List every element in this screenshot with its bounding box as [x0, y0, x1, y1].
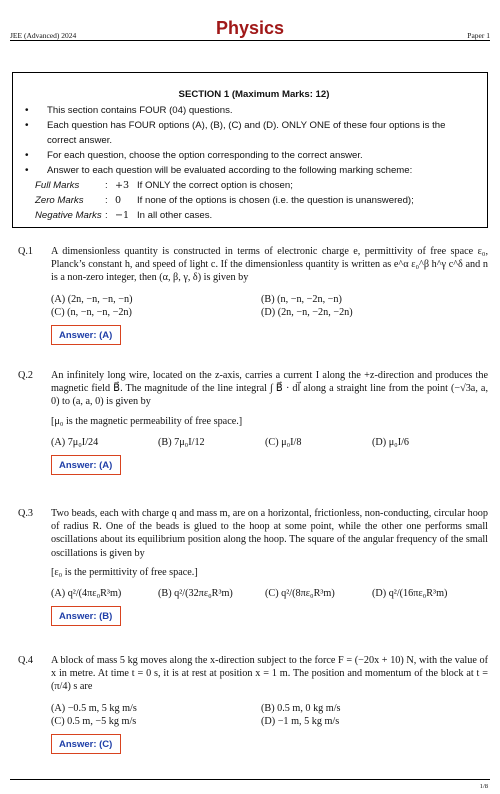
option-b[interactable]: (B) 7μ₀I/12	[158, 436, 205, 448]
option-b[interactable]: (B) (n, −n, −2n, −n)	[261, 293, 342, 305]
options	[51, 436, 488, 449]
answer-badge: Answer: (B)	[51, 606, 121, 626]
option-b[interactable]: (B) q²/(32πε₀R³m)	[158, 588, 233, 600]
marking-desc: In all other cases.	[137, 210, 213, 221]
marking-label: Full Marks	[35, 180, 80, 191]
option-c[interactable]: (C) q²/(8πε₀R³m)	[265, 588, 335, 600]
marking-value: +3	[115, 180, 130, 191]
marking-row: Full Marks : +3 If ONLY the correct option is chosen;	[35, 180, 293, 191]
footer-divider	[10, 779, 490, 780]
question-text: Two beads, each with charge q and mass m, are on a horizontal, frictionless, non-conducting, circular hoop of radius R. One of the beads is glued to the hoop at some point, while the other one performs small oscillations about its equilibrium position along the hoop. The square of the angular frequency of the small oscillations is given by	[51, 508, 488, 559]
page-header	[10, 18, 490, 42]
question-2	[18, 369, 488, 475]
question-1	[18, 245, 488, 345]
option-d[interactable]: (D) (2n, −n, −2n, −2n)	[261, 306, 353, 318]
option-d[interactable]: (D) −1 m, 5 kg m/s	[261, 715, 340, 727]
section-instructions	[12, 72, 488, 228]
option-c[interactable]: (C) μ₀I/8	[265, 436, 302, 448]
instruction-item: • Answer to each question will be evaluated according to the following marking scheme:	[31, 163, 477, 178]
options	[51, 293, 488, 319]
page-number: 1/8	[479, 783, 488, 790]
question-number: Q.1	[18, 246, 33, 257]
question-number: Q.3	[18, 508, 33, 519]
question-text: A dimensionless quantity is constructed in terms of electronic charge e, permittivity of free space ε₀, Planck’s constant h, and speed of light c. If the dimensionless quantity is written as e^α ε₀^β h^γ c^δ and n is a non-zero integer, then (α, β, γ, δ) is given by	[51, 246, 488, 284]
option-a[interactable]: (A) 7μ₀I/24	[51, 436, 99, 448]
question-number: Q.4	[18, 655, 33, 666]
instruction-item: • This section contains FOUR (04) questions.	[31, 103, 477, 118]
instruction-item: • For each question, choose the option corresponding to the correct answer.	[31, 148, 477, 163]
marking-desc: If ONLY the correct option is chosen;	[137, 180, 293, 191]
marking-desc: If none of the options is chosen (i.e. the question is unanswered);	[137, 195, 414, 206]
option-d[interactable]: (D) μ₀I/6	[372, 436, 410, 448]
option-a[interactable]: (A) q²/(4πε₀R³m)	[51, 588, 122, 600]
marking-label: Zero Marks	[35, 195, 84, 206]
answer-badge: Answer: (C)	[51, 734, 121, 754]
marking-label: Negative Marks	[35, 210, 102, 221]
options	[51, 587, 488, 600]
option-c[interactable]: (C) 0.5 m, −5 kg m/s	[51, 715, 137, 727]
marking-value: −1	[115, 210, 130, 221]
marking-value: 0	[115, 195, 122, 206]
marking-row: Zero Marks : 0 If none of the options is chosen (i.e. the question is unanswered);	[35, 195, 414, 206]
marking-row: Negative Marks : −1 In all other cases.	[35, 210, 213, 221]
question-number: Q.2	[18, 370, 33, 381]
answer-badge: Answer: (A)	[51, 455, 121, 475]
question-text: A block of mass 5 kg moves along the x-direction subject to the force F = (−20x + 10) N, with the value of x in metre. At time t = 0 s, it is at rest at position x = 1 m. The position and momentum of the block at t = (π/4) s are	[51, 655, 488, 693]
answer-badge: Answer: (A)	[51, 325, 121, 345]
question-note: [ε₀ is the permittivity of free space.]	[51, 566, 198, 578]
header-divider	[10, 40, 490, 41]
option-a[interactable]: (A) (2n, −n, −n, −n)	[51, 293, 133, 305]
options	[51, 702, 488, 728]
question-note: [μ₀ is the magnetic permeability of free space.]	[51, 415, 243, 427]
option-d[interactable]: (D) q²/(16πε₀R³m)	[372, 588, 448, 600]
marking-scheme	[31, 178, 477, 223]
question-3	[18, 507, 488, 626]
question-4	[18, 654, 488, 754]
subject-title: Physics	[215, 18, 285, 38]
option-b[interactable]: (B) 0.5 m, 0 kg m/s	[261, 702, 341, 714]
section-title: SECTION 1 (Maximum Marks: 12)	[178, 89, 330, 100]
exam-name: JEE (Advanced) 2024	[10, 31, 77, 40]
option-a[interactable]: (A) −0.5 m, 5 kg m/s	[51, 702, 137, 714]
instruction-item: • Each question has FOUR options (A), (B), (C) and (D). ONLY ONE of these four options is the correct answer.	[31, 118, 477, 148]
paper-number: Paper 1	[467, 31, 490, 40]
option-c[interactable]: (C) (n, −n, −n, −2n)	[51, 306, 132, 318]
question-text: An infinitely long wire, located on the z-axis, carries a current I along the +z-direction and produces the magnetic field B⃗. The magnitude of the line integral ∫ B⃗ · dl⃗ along a straight line from the point (−√3a, a, 0) to (a, a, 0) is given by	[51, 370, 488, 408]
